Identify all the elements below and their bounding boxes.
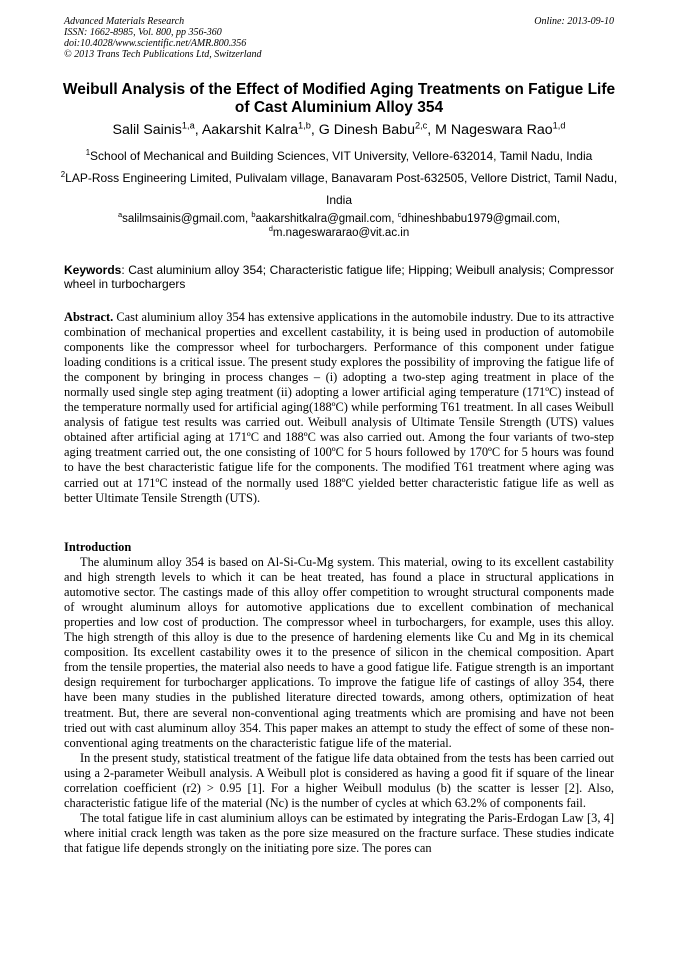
email-link[interactable]: aakarshitkalra@gmail.com <box>255 213 392 225</box>
affiliation-sup: 1 <box>85 148 91 157</box>
abstract <box>64 310 614 506</box>
author-name: Salil Sainis <box>112 122 182 138</box>
email-link[interactable]: dhineshbabu1979@gmail.com <box>401 213 557 225</box>
email-link[interactable]: m.nageswararao@vit.ac.in <box>272 227 410 239</box>
affiliation-1 <box>60 145 618 167</box>
doi-line: doi:10.4028/www.scientific.net/AMR.800.356 <box>64 38 247 49</box>
keywords <box>64 263 614 291</box>
introduction-paragraph: The total fatigue life in cast aluminium alloys can be estimated by integrating the Paris-Erdogan Law [3, 4] where initial crack length was taken as the pore size measured on the fracture surface. These studies indicate that fatigue life depends strongly on the initiating pore size. The pores can <box>64 810 614 855</box>
email-sup: a <box>117 210 123 220</box>
author-name: G Dinesh Babu <box>318 122 415 138</box>
author-affil-sup: 1,a <box>181 120 195 131</box>
introduction-heading: Introduction <box>64 540 132 554</box>
email-sup: d <box>268 224 273 234</box>
abstract-label: Abstract. <box>64 310 114 324</box>
affiliation-text: School of Mechanical and Building Sciences, VIT University, Vellore-632014, Tamil Nadu, India <box>90 149 593 163</box>
author-list: Salil Sainis$^{1,a}$, Aakarshit Kalra$^{1,b}$, G Dinesh Babu$^{2,c}$, M Nageswara Rao$^{1,d}$ <box>112 120 566 138</box>
email-list: $^a$salilmsainis@gmail.com, $^b$aakarshitkalra@gmail.com, $^c$dhineshbabu1979@gmail.com, $^d$m.nageswararao@vit.ac.in <box>117 210 561 239</box>
affiliation-sup: 2 <box>60 170 66 179</box>
author-affil-sup: 1,b <box>298 120 311 131</box>
email-link[interactable]: salilmsainis@gmail.com <box>122 213 245 225</box>
copyright-line: © 2013 Trans Tech Publications Ltd, Switzerland <box>64 49 262 60</box>
introduction-paragraph: In the present study, statistical treatment of the fatigue life data obtained from the tests has been carried out using a 2-parameter Weibull analysis. A Weibull plot is considered as having a good fit if square of the linear correlation coefficient (r2) > 0.95 [1]. For a higher Weibull modulus (b) the scatter is lesser [2]. Also, characteristic fatigue life of the material (Nc) is the number of cycles at which 63.2% of components fail. <box>64 750 614 810</box>
author-name: Aakarshit Kalra <box>201 122 299 138</box>
paper-title: Weibull Analysis of the Effect of Modified Aging Treatments on Fatigue Life of Cast Aluminium Alloy 354 <box>62 81 616 116</box>
online-date: Online: 2013-09-10 <box>534 16 614 27</box>
author-affil-sup: 1,d <box>552 120 566 131</box>
introduction-paragraph: The aluminum alloy 354 is based on Al-Si-Cu-Mg system. This material, owing to its excellent castability and high strength levels to which it can be heat treated, has found a place in structural applications in automotive sector. The castings made of this alloy offer competition to wrought structural components made of wrought aluminum alloys for automotive applications due to excellent combination of mechanical properties and low cost of production. The compressor wheel in turbochargers, for example, uses this alloy. The high strength of this alloy is due to the presence of hardening elements like Cu and Mg in its chemical composition. Its excellent castability owes it to the presence of silicon in the chemical composition. Apart from the tensile properties, the material also needs to have a good fatigue life. Fatigue strength is an important design requirement for turbocharger applications. To improve the fatigue life of castings of alloy 354, there have been many studies in the published literature directed towards, among others, optimization of heat treatment. But, there are several non-conventional aging treatments which are promising and have not been tried out with cast aluminum alloy 354. This paper makes an attempt to study the effect of some of these non-conventional aging treatments on the characteristic fatigue life of the material. <box>64 555 614 750</box>
keywords-label: Keywords <box>64 263 122 277</box>
keywords-text: : Cast aluminium alloy 354; Characteristic fatigue life; Hipping; Weibull analysis; Compressor wheel in turbochargers <box>64 263 614 291</box>
issn-line: ISSN: 1662-8985, Vol. 800, pp 356-360 <box>64 27 222 38</box>
abstract-text: Cast aluminium alloy 354 has extensive applications in the automobile industry. Due to its attractive combination of mechanical properties and excellent castability, it is being used in production of automobile components like the compressor wheel for turbochargers. Performance of this component under fatigue loading conditions is a critical issue. The present study explores the possibility of improving the fatigue life of the component by bringing in process changes – (i) adopting a two-step aging treatment in place of the normally used single step aging treatment (ii) adopting a lower artificial aging temperature (171ºC) instead of the temperature normally used for artificial aging(188ºC) while performing T61 treatment. In all cases Weibull analysis of fatigue test results was carried out. Weibull analysis of Ultimate Tensile Strength (UTS) values obtained after artificial aging at 171ºC and 188ºC was also carried out. Among the four variants of two-step aging treatment carried out, the one consisting of 100ºC for 5 hours followed by 170ºC for 5 hours was found to have the best characteristic fatigue life for the components. The modified T61 treatment where aging was carried out at 171ºC instead of the normally used 188ºC yielded better characteristic fatigue life as well as better Ultimate Tensile Strength (UTS). <box>64 310 614 505</box>
affiliation-text: LAP-Ross Engineering Limited, Pulivalam village, Banavaram Post-632505, Vellore District, Tamil Nadu, India <box>65 171 618 207</box>
introduction-section <box>64 540 614 856</box>
author-name: M Nageswara Rao <box>435 122 553 138</box>
journal-header <box>64 16 262 60</box>
email-sup: c <box>397 210 402 220</box>
affiliation-2 <box>60 167 618 211</box>
author-affil-sup: 2,c <box>414 120 428 131</box>
journal-name: Advanced Materials Research <box>64 16 185 27</box>
email-sup: b <box>251 210 256 220</box>
